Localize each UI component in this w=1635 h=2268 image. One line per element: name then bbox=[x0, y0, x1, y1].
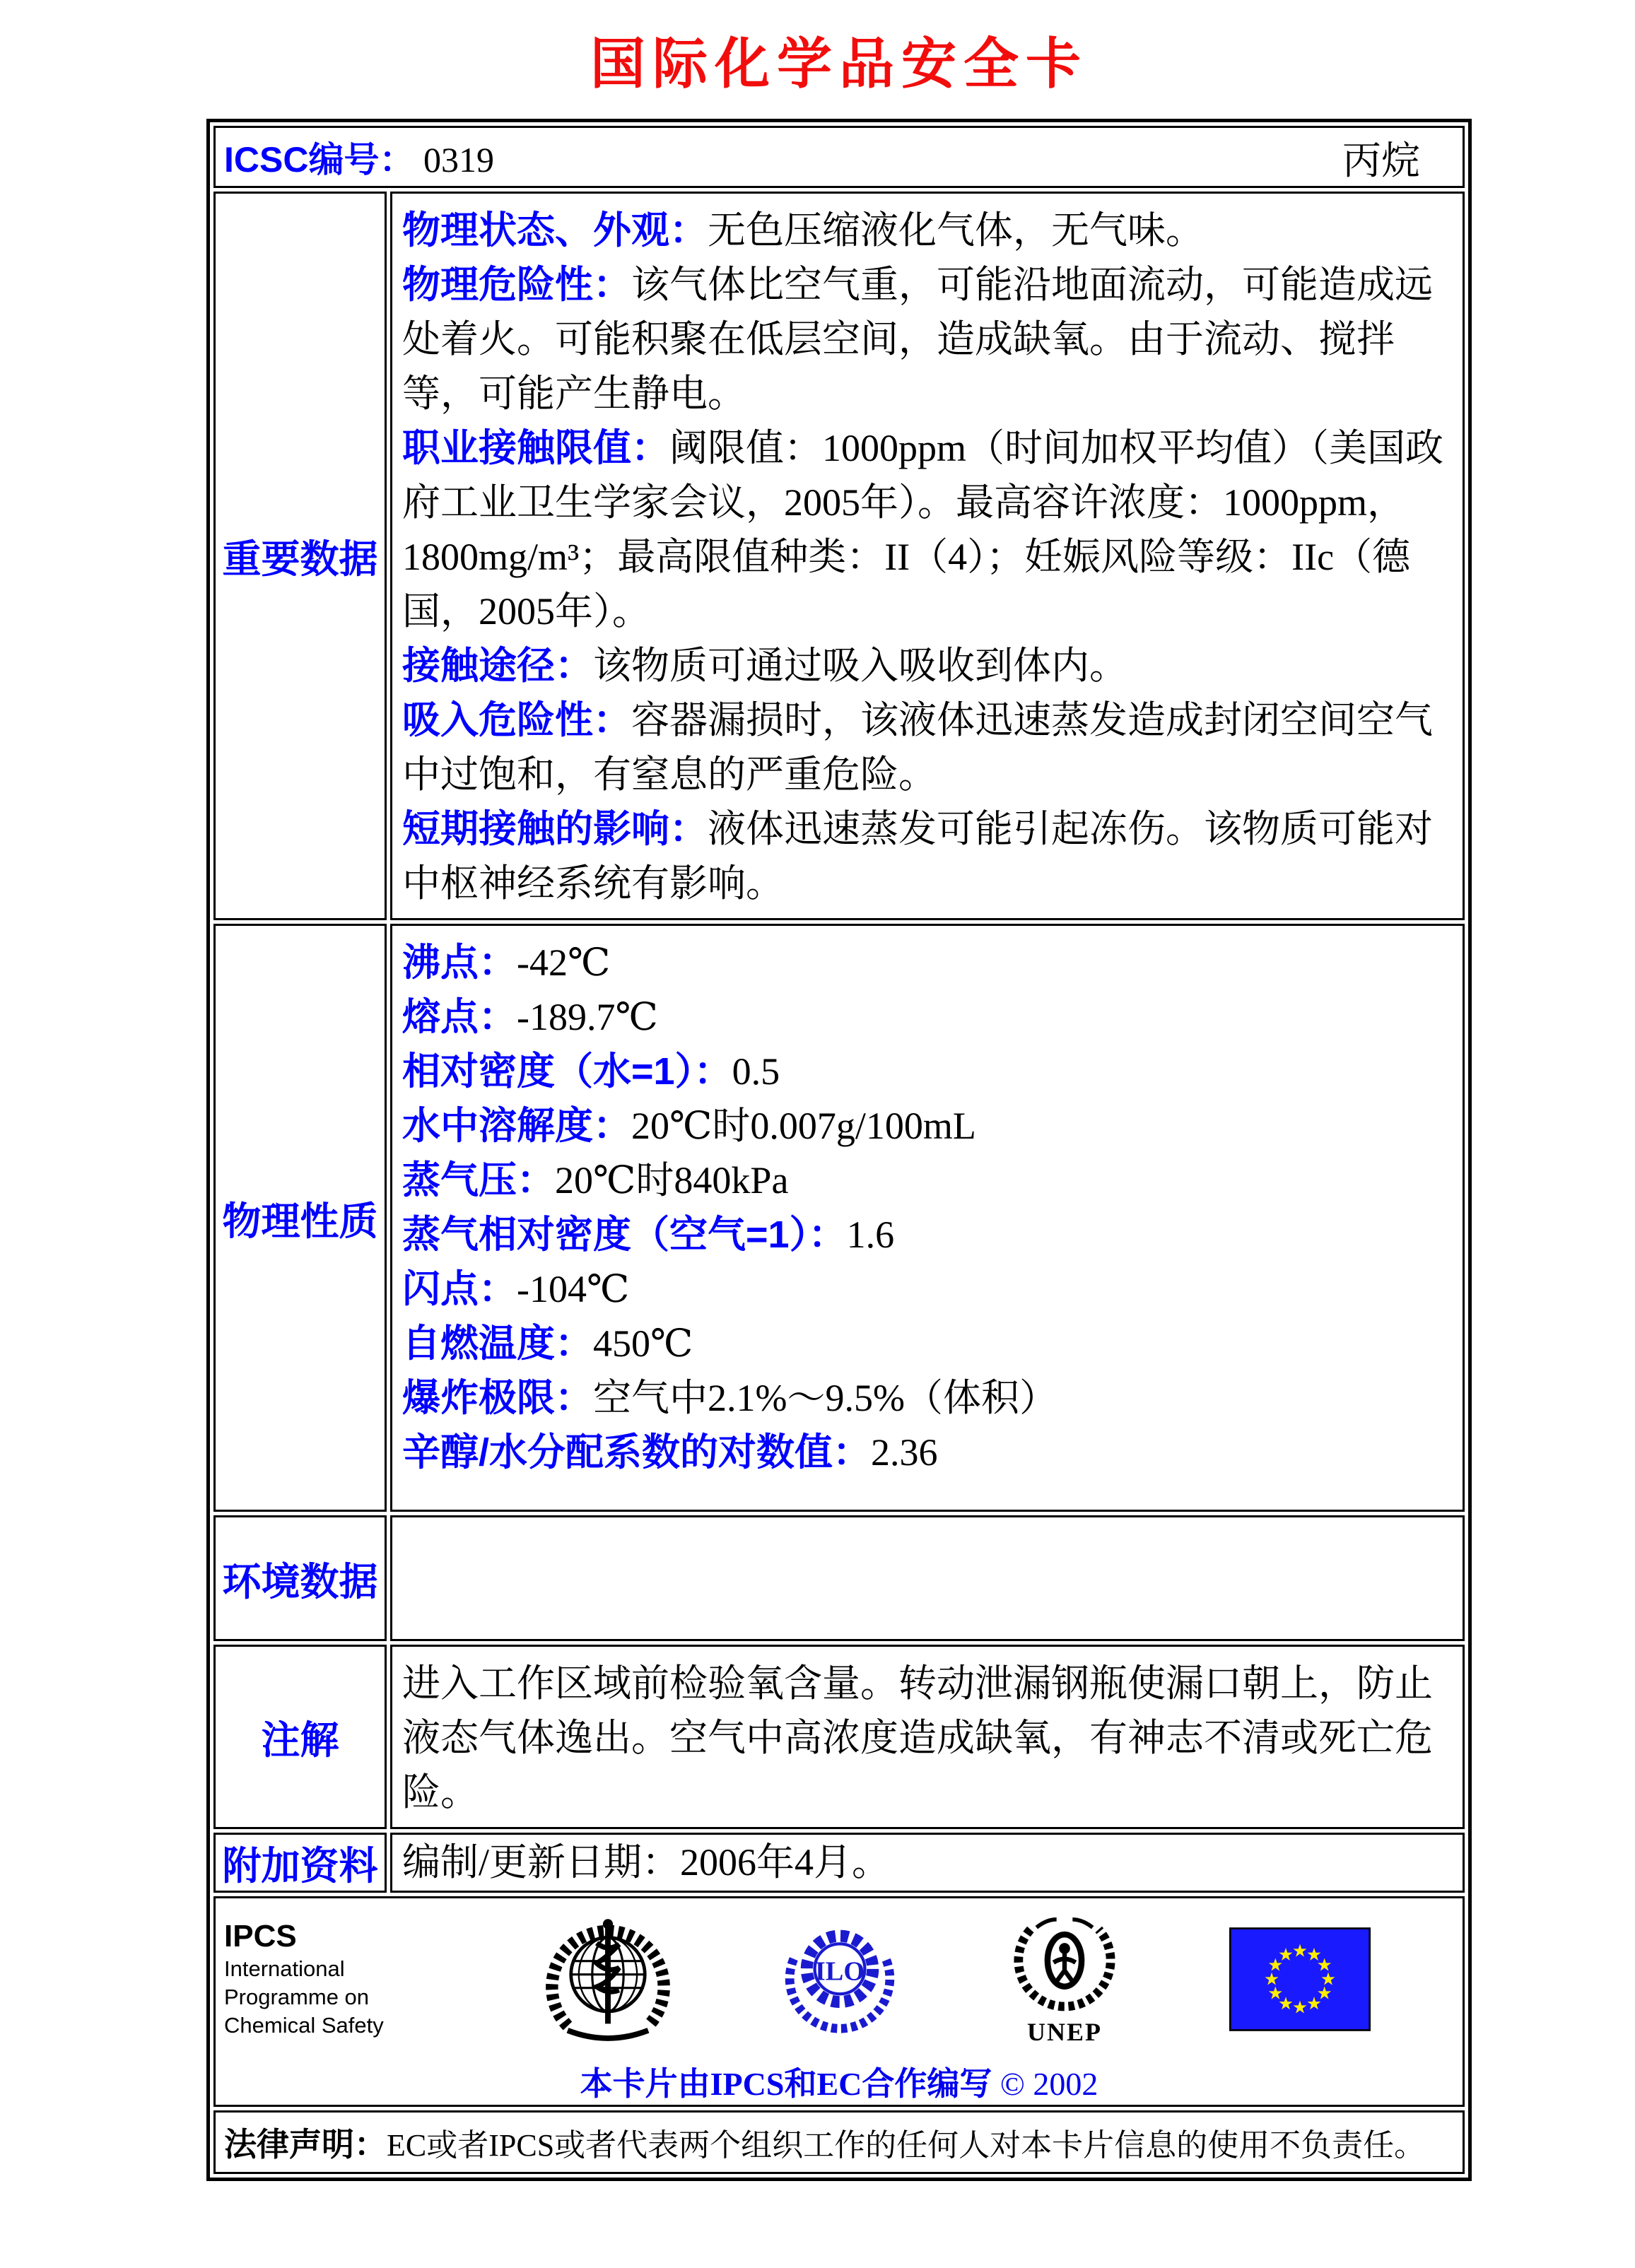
legal-cell bbox=[213, 2110, 1465, 2174]
item-label: 自燃温度： bbox=[402, 1322, 593, 1365]
item-text: 无色压缩液化气体，无气味。 bbox=[708, 209, 1204, 252]
physical-item bbox=[402, 936, 1446, 990]
item-text: 1.6 bbox=[846, 1214, 895, 1256]
ipcs-line: International bbox=[224, 1956, 345, 1981]
ipcs-text-block bbox=[224, 1918, 436, 2040]
notes-label-cell bbox=[213, 1645, 387, 1829]
footer-caption bbox=[216, 2058, 1463, 2105]
item-label: 吸入危险性： bbox=[402, 699, 631, 741]
notes-row bbox=[213, 1645, 1465, 1829]
item-text: -189.7℃ bbox=[517, 996, 658, 1038]
item-text: 20℃时0.007g/100mL bbox=[631, 1105, 976, 1147]
logos-row bbox=[213, 1896, 1465, 2107]
physical-item bbox=[402, 1099, 1446, 1153]
environment-data-label-cell bbox=[213, 1515, 387, 1641]
item-label: 熔点： bbox=[402, 996, 517, 1038]
item-label: 爆炸极限： bbox=[402, 1377, 593, 1419]
notes-content: 进入工作区域前检验氧含量。转动泄漏钢瓶使漏口朝上，防止液态气体逸出。空气中高浓度造成缺氧，有神志不清或死亡危险。 bbox=[390, 1645, 1465, 1829]
physical-item bbox=[402, 1371, 1446, 1426]
item-text: 液体迅速蒸发可能引起冻伤。该物质可能对中枢神经系统有影响。 bbox=[402, 808, 1433, 905]
important-item bbox=[402, 258, 1446, 421]
important-data-content bbox=[390, 192, 1465, 920]
item-label: 相对密度（水=1）： bbox=[402, 1050, 732, 1093]
icsc-number-cell bbox=[213, 126, 1465, 188]
item-label: 蒸气压： bbox=[402, 1159, 555, 1201]
item-label: 沸点： bbox=[402, 941, 517, 984]
physical-item bbox=[402, 1317, 1446, 1371]
item-label: 物理状态、外观： bbox=[402, 209, 708, 252]
item-label: 职业接触限值： bbox=[402, 427, 669, 469]
item-text: 阈限值：1000ppm（时间加权平均值）（美国政府工业卫生学家会议，2005年）。最高容许浓度：1000ppm，1800mg/m³；最高限值种类：II（4）；妊娠风险等级：IIc（德国，2005年）。 bbox=[402, 427, 1444, 633]
unep-logo-text: UNEP bbox=[1027, 2018, 1102, 2046]
physical-item bbox=[402, 1153, 1446, 1208]
physical-item bbox=[402, 990, 1446, 1045]
item-text: 20℃时840kPa bbox=[555, 1159, 789, 1201]
item-text: 0.5 bbox=[732, 1050, 780, 1093]
chemical-name: 丙烷 bbox=[1342, 139, 1420, 182]
additional-info-content: 编制/更新日期：2006年4月。 bbox=[390, 1833, 1465, 1893]
icsc-number-value: 0319 bbox=[423, 140, 494, 180]
legal-row bbox=[213, 2110, 1465, 2174]
item-text: 该气体比空气重，可能沿地面流动，可能造成远处着火。可能积聚在低层空间，造成缺氧。由于流动、搅拌等，可能产生静电。 bbox=[402, 264, 1433, 415]
physical-properties-content bbox=[390, 924, 1465, 1512]
icsc-table bbox=[210, 122, 1468, 2178]
header-row bbox=[213, 126, 1465, 188]
who-logo-icon bbox=[541, 1910, 675, 2048]
logos-cell bbox=[213, 1896, 1465, 2107]
important-data-label-cell bbox=[213, 192, 387, 920]
item-text: 该物质可通过吸入吸收到体内。 bbox=[593, 645, 1127, 687]
item-label: 蒸气相对密度（空气=1）： bbox=[402, 1214, 847, 1256]
important-item bbox=[402, 639, 1446, 693]
ilo-logo-text: ILO bbox=[814, 1956, 865, 1987]
item-label: 接触途径： bbox=[402, 645, 593, 687]
unep-logo-block bbox=[1004, 1912, 1125, 2045]
item-text: -104℃ bbox=[517, 1268, 630, 1310]
item-label: 物理危险性： bbox=[402, 264, 631, 306]
item-text: 2.36 bbox=[871, 1431, 938, 1474]
item-label: 辛醇/水分配系数的对数值： bbox=[402, 1431, 872, 1474]
ipcs-line: Chemical Safety bbox=[224, 2013, 384, 2038]
additional-info-row bbox=[213, 1833, 1465, 1893]
item-text: 450℃ bbox=[593, 1322, 693, 1365]
logo-strip bbox=[216, 1905, 1463, 2048]
icsc-card bbox=[206, 119, 1472, 2181]
physical-item bbox=[402, 1262, 1446, 1317]
section-label-notes: 注解 bbox=[261, 1718, 339, 1762]
item-text: 容器漏损时，该液体迅速蒸发造成封闭空间空气中过饱和，有窒息的严重危险。 bbox=[402, 699, 1433, 796]
important-item bbox=[402, 204, 1446, 258]
footer-caption-text: 本卡片由IPCS和EC合作编写 bbox=[580, 2066, 992, 2102]
item-label: 水中溶解度： bbox=[402, 1105, 631, 1147]
icsc-number bbox=[224, 131, 494, 182]
ipcs-line: Programme on bbox=[224, 1985, 370, 2009]
important-item bbox=[402, 693, 1446, 802]
section-label-environment: 环境数据 bbox=[222, 1559, 378, 1604]
important-data-row bbox=[213, 192, 1465, 920]
icsc-number-label: ICSC编号： bbox=[224, 140, 415, 180]
legal-label: 法律声明： bbox=[224, 2126, 387, 2163]
important-item bbox=[402, 802, 1446, 911]
eu-flag-icon bbox=[1229, 1927, 1371, 2031]
item-text: 空气中2.1%～9.5%（体积） bbox=[593, 1377, 1057, 1419]
footer-copyright: © 2002 bbox=[1000, 2066, 1098, 2102]
page-title: 国际化学品安全卡 bbox=[590, 33, 1088, 95]
item-text: -42℃ bbox=[517, 941, 611, 984]
environment-data-content bbox=[390, 1515, 1465, 1641]
unep-logo-icon bbox=[1004, 1912, 1125, 2019]
physical-item bbox=[402, 1426, 1446, 1480]
physical-item bbox=[402, 1208, 1446, 1262]
physical-properties-row bbox=[213, 924, 1465, 1512]
ilo-logo-icon bbox=[780, 1910, 900, 2048]
physical-item bbox=[402, 1045, 1446, 1099]
important-item bbox=[402, 421, 1446, 639]
section-label-important: 重要数据 bbox=[222, 537, 378, 581]
legal-text: EC或者IPCS或者代表两个组织工作的任何人对本卡片信息的使用不负责任。 bbox=[387, 2128, 1426, 2163]
section-label-physical: 物理性质 bbox=[222, 1199, 378, 1243]
environment-data-row bbox=[213, 1515, 1465, 1641]
physical-properties-label-cell bbox=[213, 924, 387, 1512]
item-label: 闪点： bbox=[402, 1268, 517, 1310]
ipcs-acronym: IPCS bbox=[224, 1919, 297, 1953]
additional-info-label-cell bbox=[213, 1833, 387, 1893]
item-label: 短期接触的影响： bbox=[402, 808, 708, 850]
section-label-additional: 附加资料 bbox=[222, 1844, 378, 1888]
